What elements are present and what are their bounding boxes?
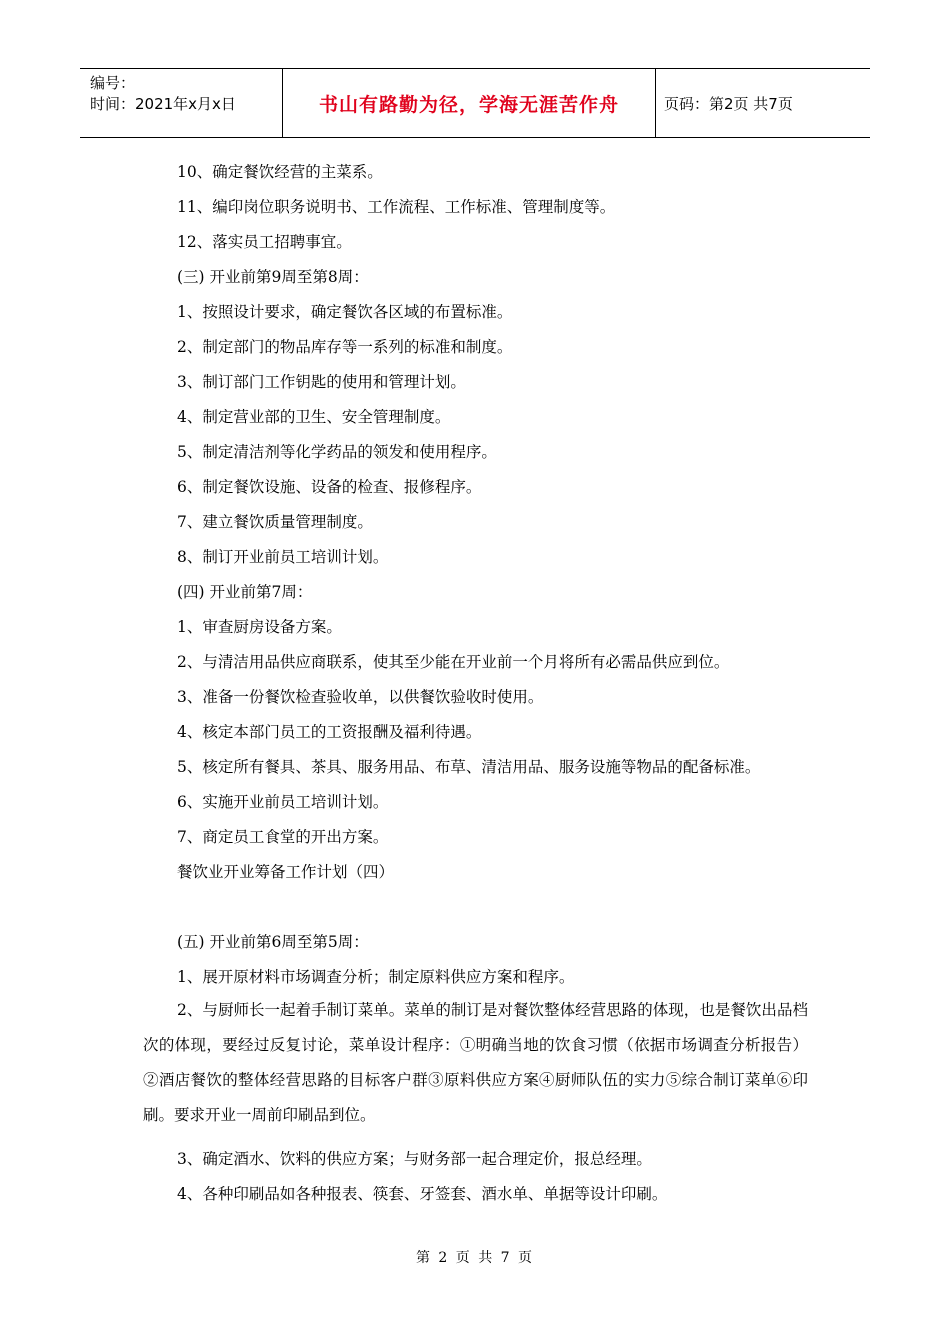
header-page-info: 页码：第2页 共7页: [664, 94, 793, 113]
body-line: 4、制定营业部的卫生、安全管理制度。: [177, 408, 451, 426]
page-footer: 第 2 页 共 7 页: [415, 1250, 535, 1266]
body-line: 1、审查厨房设备方案。: [177, 618, 342, 636]
body-line: 2、制定部门的物品库存等一系列的标准和制度。: [177, 338, 513, 356]
body-line: 6、实施开业前员工培训计划。: [177, 793, 389, 811]
body-line: 4、核定本部门员工的工资报酬及福利待遇。: [177, 723, 482, 741]
body-line: 12、落实员工招聘事宜。: [177, 233, 352, 251]
body-line: 1、展开原材料市场调查分析；制定原料供应方案和程序。: [177, 968, 575, 986]
body-line: 6、制定餐饮设施、设备的检查、报修程序。: [177, 478, 482, 496]
menu-planning-paragraph: 2、与厨师长一起着手制订菜单。菜单的制订是对餐饮整体经营思路的体现，也是餐饮出品档次的体现，要经过反复讨论，菜单设计程序：①明确当地的饮食习惯（依据市场调查分析报告）②酒店餐饮的整体经营思路的目标客户群③原料供应方案④厨师队伍的实力⑤综合制订菜单⑥印刷。要求开业一周前印刷品到位。: [143, 1001, 808, 1124]
document-number-label: 编号：: [90, 74, 136, 92]
subtitle-line: 餐饮业开业筹备工作计划（四）: [177, 863, 395, 881]
body-line: 1、按照设计要求，确定餐饮各区域的布置标准。: [177, 303, 513, 321]
body-line: 3、制订部门工作钥匙的使用和管理计划。: [177, 373, 466, 391]
document-date-label: 时间：2021年x月x日: [90, 95, 236, 113]
body-line: 5、核定所有餐具、茶具、服务用品、布草、清洁用品、服务设施等物品的配备标准。: [177, 758, 761, 776]
header-motto-cell: [283, 69, 656, 137]
page-header: [80, 68, 870, 138]
body-line: 3、准备一份餐饮检查验收单，以供餐饮验收时使用。: [177, 688, 544, 706]
header-motto: 书山有路勤为径，学海无涯苦作舟: [318, 93, 619, 116]
section-heading: (四) 开业前第7周：: [177, 583, 313, 601]
body-line: 4、各种印刷品如各种报表、筷套、牙签套、酒水单、单据等设计印刷。: [177, 1185, 668, 1203]
section-heading: (五) 开业前第6周至第5周：: [177, 933, 369, 951]
header-meta: [80, 69, 283, 137]
body-line: 8、制订开业前员工培训计划。: [177, 548, 389, 566]
body-line: 3、确定酒水、饮料的供应方案；与财务部一起合理定价，报总经理。: [177, 1150, 652, 1168]
section-heading: (三) 开业前第9周至第8周：: [177, 268, 369, 286]
body-line: 7、商定员工食堂的开出方案。: [177, 828, 389, 846]
body-line: 5、制定清洁剂等化学药品的领发和使用程序。: [177, 443, 497, 461]
body-line: 2、与清洁用品供应商联系，使其至少能在开业前一个月将所有必需品供应到位。: [177, 653, 730, 671]
body-line: 7、建立餐饮质量管理制度。: [177, 513, 373, 531]
body-line: 11、编印岗位职务说明书、工作流程、工作标准、管理制度等。: [177, 198, 616, 216]
header-page-info-cell: [656, 69, 870, 137]
body-line: 10、确定餐饮经营的主菜系。: [177, 163, 383, 181]
